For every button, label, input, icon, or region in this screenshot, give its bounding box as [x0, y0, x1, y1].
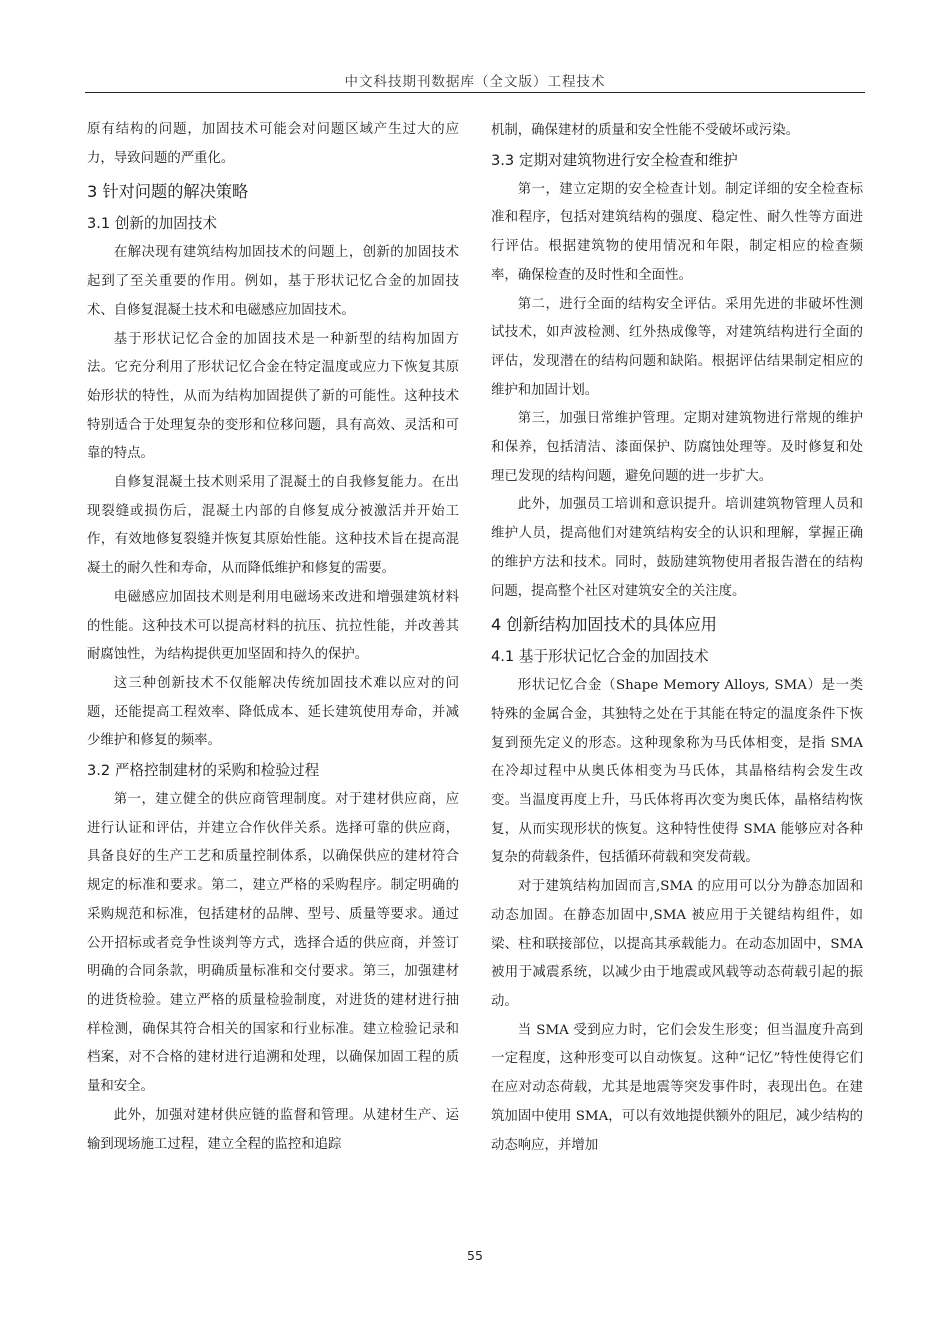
paragraph: 此外，加强员工培训和意识提升。培训建筑物管理人员和维护人员，提高他们对建筑结构安全的认识和理解，掌握正确的维护方法和技术。同时，鼓励建筑物使用者报告潜在的结构问题，提高整个社区对建筑安全的关注度。	[491, 497, 863, 599]
left-column	[87, 116, 459, 1236]
header-rule	[85, 92, 865, 93]
journal-header: 中文科技期刊数据库（全文版）工程技术	[344, 74, 606, 90]
paragraph: 机制，确保建材的质量和安全性能不受破坏或污染。	[491, 123, 799, 138]
paragraph: 电磁感应加固技术则是利用电磁场来改进和增强建筑材料的性能。这种技术可以提高材料的抗压、抗拉性能，并改善其耐腐蚀性，为结构提供更加坚固和持久的保护。	[87, 589, 459, 663]
paragraph: 第一，建立健全的供应商管理制度。对于建材供应商，应进行认证和评估，并建立合作伙伴关系。选择可靠的供应商，具备良好的生产工艺和质量控制体系，以确保供应的建材符合规定的标准和要求。第二，建立严格的采购程序。制定明确的采购规范和标准，包括建材的品牌、型号、质量等要求。通过公开招标或者竞争性谈判等方式，选择合适的供应商，并签订明确的合同条款，明确质量标准和交付要求。第三，加强建材的进货检验。建立严格的质量检验制度，对进货的建材进行抽样检测，确保其符合相关的国家和行业标准。建立检验记录和档案，对不合格的建材进行追溯和处理，以确保加固工程的质量和安全。	[87, 792, 459, 1095]
page-number: 55	[467, 1248, 483, 1263]
section-heading-4: 4 创新结构加固技术的具体应用	[491, 615, 717, 635]
right-column	[491, 117, 863, 1237]
paragraph: 原有结构的问题，加固技术可能会对问题区域产生过大的应力，导致问题的严重化。	[87, 122, 459, 166]
paragraph: 对于建筑结构加固而言,SMA 的应用可以分为静态加固和动态加固。在静态加固中,SMA 被应用于关键结构组件，如梁、柱和联接部位，以提高其承载能力。在动态加固中，SMA 被用于减震系统，以减少由于地震或风载等动态荷载引起的振动。	[491, 879, 863, 1009]
paragraph: 这三种创新技术不仅能解决传统加固技术难以应对的问题，还能提高工程效率、降低成本、延长建筑使用寿命，并减少维护和修复的频率。	[87, 675, 459, 749]
paragraph: 基于形状记忆合金的加固技术是一种新型的结构加固方法。它充分利用了形状记忆合金在特定温度或应力下恢复其原始形状的特性，从而为结构加固提供了新的可能性。这种技术特别适合于处理复杂的变形和位移问题，具有高效、灵活和可靠的特点。	[87, 331, 459, 462]
paragraph: 当 SMA 受到应力时，它们会发生形变；但当温度升高到一定程度，这种形变可以自动恢复。这种“记忆”特性使得它们在应对动态荷载，尤其是地震等突发事件时，表现出色。在建筑加固中使用 SMA，可以有效地提供额外的阻尼，减少结构的动态响应，并增加	[491, 1022, 863, 1153]
paragraph: 此外，加强对建材供应链的监督和管理。从建材生产、运输到现场施工过程，建立全程的监控和追踪	[87, 1107, 459, 1152]
paragraph: 自修复混凝土技术则采用了混凝土的自我修复能力。在出现裂缝或损伤后，混凝土内部的自修复成分被激活并开始工作，有效地修复裂缝并恢复其原始性能。这种技术旨在提高混凝土的耐久性和寿命，从而降低维护和修复的需要。	[87, 475, 459, 577]
subsection-heading-4-1: 4.1 基于形状记忆合金的加固技术	[491, 648, 709, 666]
subsection-heading-3-3: 3.3 定期对建筑物进行安全检查和维护	[491, 151, 738, 169]
paragraph: 形状记忆合金（Shape Memory Alloys, SMA）是一类特殊的金属合金，其独特之处在于其能在特定的温度条件下恢复到预先定义的形态。这种现象称为马氏体相变，是指 SMA 在冷却过程中从奥氏体相变为马氏体，其晶格结构会发生改变。当温度再度上升，马氏体将再次变为奥氏体，晶格结构恢复，从而实现形状的恢复。这种特性使得 SMA 能够应对各种复杂的荷载条件，包括循环荷载和突发荷载。	[491, 678, 863, 866]
paragraph: 第二，进行全面的结构安全评估。采用先进的非破坏性测试技术，如声波检测、红外热成像等，对建筑结构进行全面的评估，发现潜在的结构问题和缺陷。根据评估结果制定相应的维护和加固计划。	[491, 296, 863, 398]
paragraph: 第三，加强日常维护管理。定期对建筑物进行常规的维护和保养，包括清洁、漆面保护、防腐蚀处理等。及时修复和处理已发现的结构问题，避免问题的进一步扩大。	[491, 411, 863, 484]
subsection-heading-3-2: 3.2 严格控制建材的采购和检验过程	[87, 762, 320, 780]
section-heading-3: 3 针对问题的解决策略	[87, 182, 249, 202]
subsection-heading-3-1: 3.1 创新的加固技术	[87, 215, 218, 233]
paragraph: 第一，建立定期的安全检查计划。制定详细的安全检查标准和程序，包括对建筑结构的强度、稳定性、耐久性等方面进行评估。根据建筑物的使用情况和年限，制定相应的检查频率，确保检查的及时性和全面性。	[491, 181, 863, 283]
paragraph: 在解决现有建筑结构加固技术的问题上，创新的加固技术起到了至关重要的作用。例如，基于形状记忆合金的加固技术、自修复混凝土技术和电磁感应加固技术。	[87, 245, 459, 318]
